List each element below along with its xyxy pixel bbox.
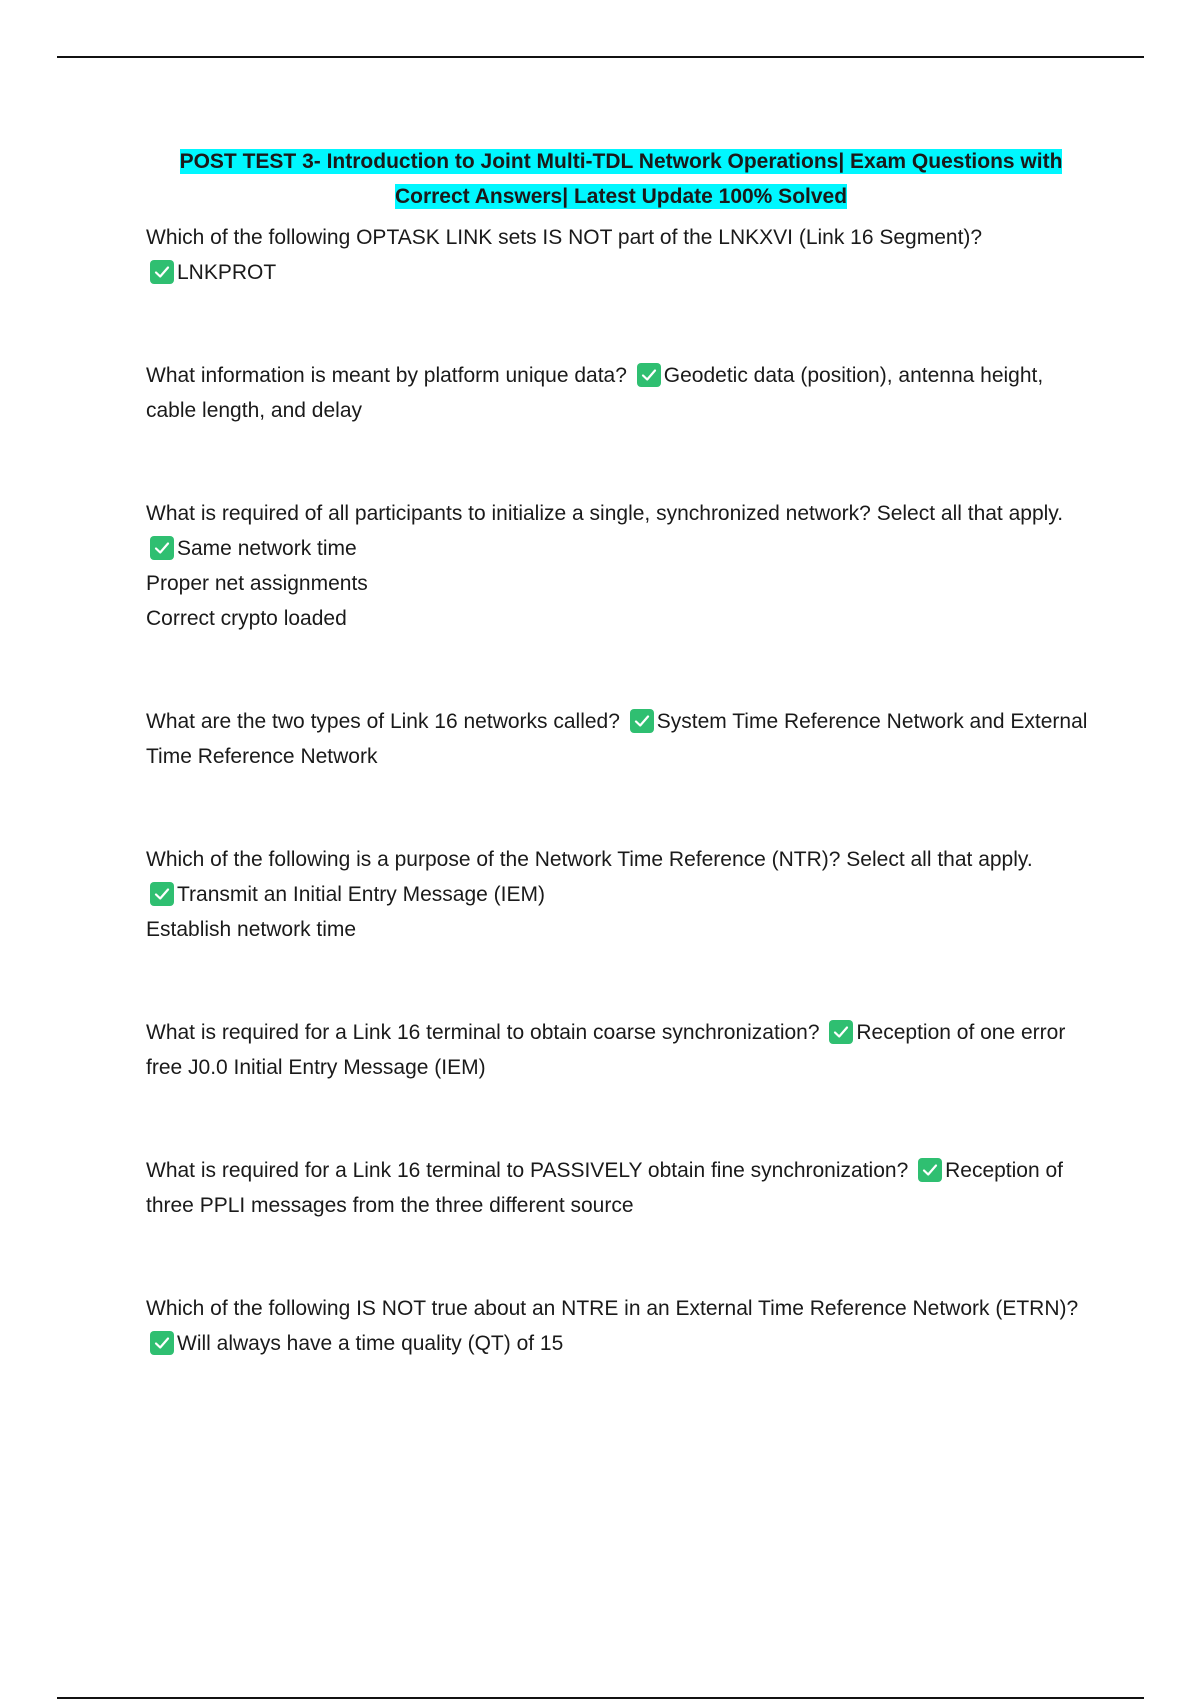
document-body: [146, 144, 1096, 1429]
answer-text: Same network time: [177, 537, 357, 560]
answer-extra: Proper net assignments: [146, 572, 368, 595]
question-text: What information is meant by platform unique data?: [146, 364, 627, 387]
question-list: [146, 220, 1096, 1361]
qa-item: [146, 220, 1096, 290]
question-text: What is required of all participants to initialize a single, synchronized network? Select all that apply.: [146, 502, 1064, 525]
qa-item: [146, 1153, 1096, 1223]
check-mark-icon: [150, 882, 174, 906]
check-mark-icon: [918, 1158, 942, 1182]
title-line-1: POST TEST 3- Introduction to Joint Multi-TDL Network Operations| Exam Questions with: [179, 150, 1063, 173]
answer-text: Will always have a time quality (QT) of 15: [177, 1332, 564, 1355]
question-text: What are the two types of Link 16 networks called?: [146, 710, 620, 733]
answer-text: LNKPROT: [177, 261, 277, 284]
question-text: What is required for a Link 16 terminal to PASSIVELY obtain fine synchronization?: [146, 1159, 909, 1182]
question-text: Which of the following is a purpose of the Network Time Reference (NTR)? Select all that apply.: [146, 848, 1033, 871]
answer-text: Reception of three PPLI messages from the three different source: [146, 1159, 1064, 1217]
answer-text: Transmit an Initial Entry Message (IEM): [177, 883, 545, 906]
answer-text: Geodetic data (position), antenna height, cable length, and delay: [146, 364, 1044, 422]
document-title: [146, 144, 1096, 214]
qa-item: [146, 704, 1096, 774]
check-mark-icon: [150, 1331, 174, 1355]
answer-text: System Time Reference Network and External Time Reference Network: [146, 710, 1088, 768]
check-mark-icon: [637, 363, 661, 387]
answer-extra: Establish network time: [146, 918, 357, 941]
answer-text: Reception of one error free J0.0 Initial Entry Message (IEM): [146, 1021, 1066, 1079]
check-mark-icon: [829, 1020, 853, 1044]
check-mark-icon: [150, 260, 174, 284]
question-text: Which of the following IS NOT true about an NTRE in an External Time Reference Network (ETRN)?: [146, 1297, 1079, 1320]
check-mark-icon: [630, 709, 654, 733]
qa-item: [146, 1291, 1096, 1361]
question-text: What is required for a Link 16 terminal to obtain coarse synchronization?: [146, 1021, 820, 1044]
qa-item: [146, 1015, 1096, 1085]
question-text: Which of the following OPTASK LINK sets IS NOT part of the LNKXVI (Link 16 Segment)?: [146, 226, 983, 249]
qa-item: [146, 496, 1096, 636]
header-rule: [57, 56, 1144, 58]
title-line-2: Correct Answers| Latest Update 100% Solved: [394, 185, 848, 208]
check-mark-icon: [150, 536, 174, 560]
answer-extra: Correct crypto loaded: [146, 607, 347, 630]
qa-item: [146, 842, 1096, 947]
footer-rule: [57, 1697, 1144, 1699]
qa-item: [146, 358, 1096, 428]
